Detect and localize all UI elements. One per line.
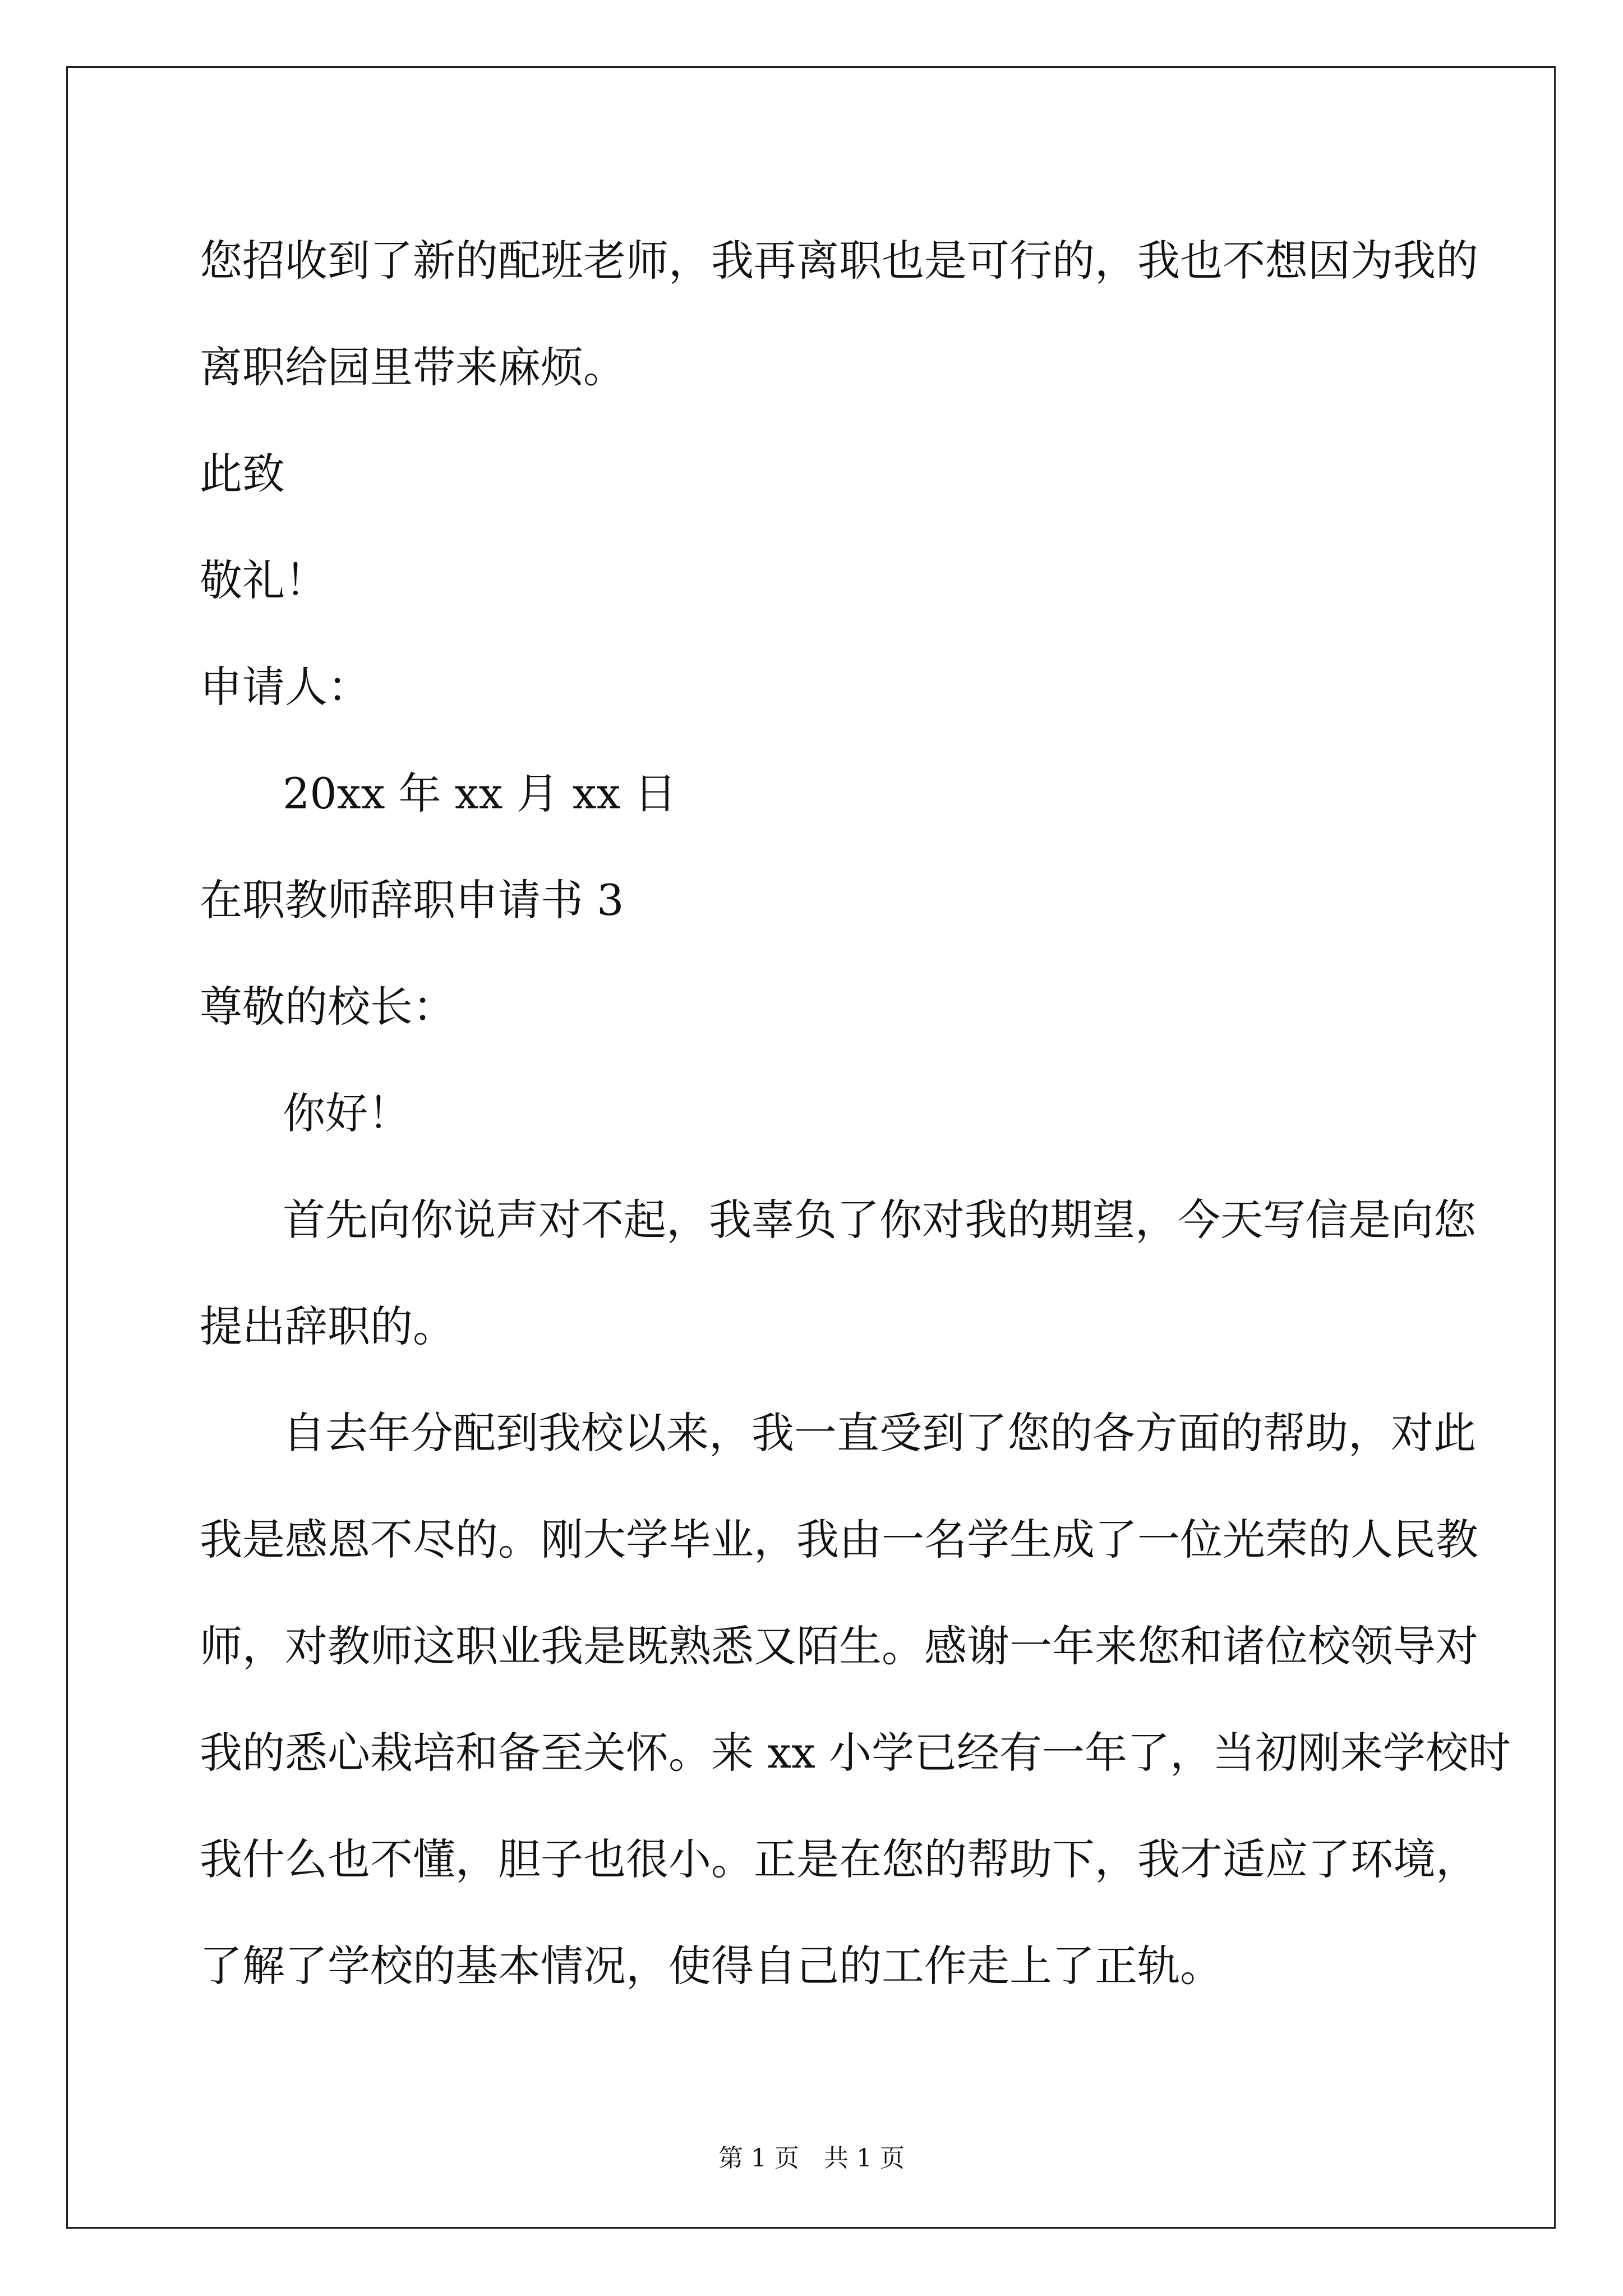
page-total: 共 1 页: [824, 2144, 905, 2173]
applicant-label: 申请人：: [200, 662, 370, 712]
text-line: 我的悉心栽培和备至关怀。来 xx 小学已经有一年了，当初刚来学校时: [200, 1728, 1511, 1778]
text-line: 我什么也不懂，胆子也很小。正是在您的帮助下，我才适应了环境，: [200, 1834, 1478, 1884]
greeting-line: 尊敬的校长：: [200, 982, 455, 1032]
document-body: [200, 208, 1511, 2019]
section-title: 在职教师辞职申请书 3: [200, 875, 624, 925]
page-footer: [0, 2142, 1623, 2175]
closing-regards: 敬礼！: [200, 555, 328, 605]
greeting-hello: 你好！: [283, 1088, 411, 1138]
page-number: 第 1 页: [718, 2144, 799, 2173]
text-line: 我是感恩不尽的。刚大学毕业，我由一名学生成了一位光荣的人民教: [200, 1515, 1478, 1565]
date-line: 20xx 年 xx 月 xx 日: [283, 769, 677, 818]
closing-salutation: 此致: [200, 449, 285, 499]
text-line: 自去年分配到我校以来，我一直受到了您的各方面的帮助，对此: [283, 1408, 1476, 1458]
text-line: 离职给园里带来麻烦。: [200, 342, 626, 392]
text-line: 了解了学校的基本情况，使得自己的工作走上了正轨。: [200, 1941, 1223, 1991]
text-line: 您招收到了新的配班老师，我再离职也是可行的，我也不想因为我的: [200, 236, 1478, 286]
text-line: 师，对教师这职业我是既熟悉又陌生。感谢一年来您和诸位校领导对: [200, 1621, 1478, 1671]
text-line: 提出辞职的。: [200, 1301, 455, 1351]
text-line: 首先向你说声对不起，我辜负了你对我的期望，今天写信是向您: [283, 1195, 1476, 1245]
